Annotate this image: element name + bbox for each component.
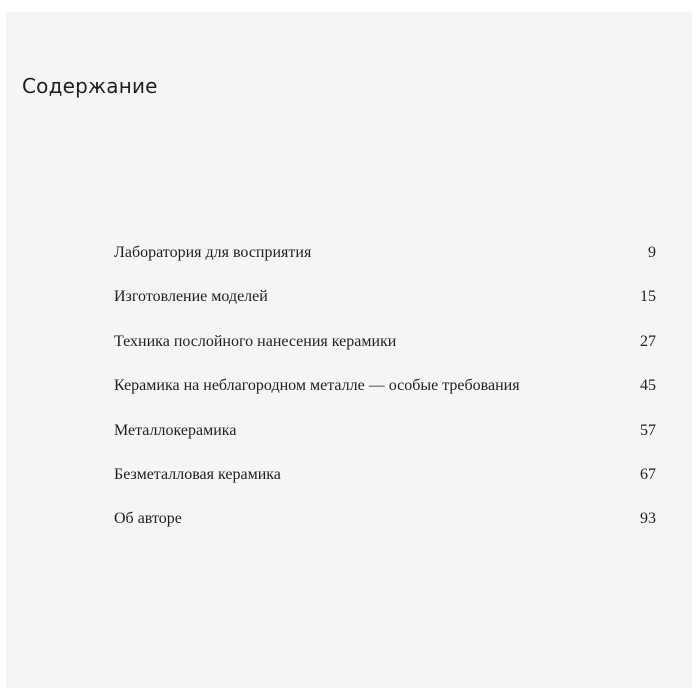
toc-entry-page-number: 45 xyxy=(640,377,656,395)
toc-entry-page-number: 15 xyxy=(640,288,656,306)
toc-entry xyxy=(114,333,656,377)
table-of-contents xyxy=(114,244,656,555)
toc-entry xyxy=(114,244,656,288)
toc-entry xyxy=(114,377,656,421)
toc-entry xyxy=(114,288,656,332)
toc-entry-title: Лаборатория для восприятия xyxy=(114,244,312,261)
toc-entry-title: Изготовление моделей xyxy=(114,288,268,306)
book-page xyxy=(6,12,692,688)
toc-entry-title: Металлокерамика xyxy=(114,421,237,439)
toc-entry-page-number: 27 xyxy=(640,332,656,350)
toc-entry-title: Безметалловая керамика xyxy=(114,465,281,483)
toc-entry-page-number: 93 xyxy=(640,510,656,528)
toc-entry-page-number: 67 xyxy=(640,465,656,483)
toc-entry-title: Техника послойного нанесения керамики xyxy=(114,332,397,350)
toc-entry xyxy=(114,510,656,554)
contents-heading: Содержание xyxy=(22,74,158,98)
toc-entry xyxy=(114,466,656,510)
toc-entry xyxy=(114,422,656,466)
toc-entry-page-number: 9 xyxy=(648,244,656,261)
toc-entry-title: Об авторе xyxy=(114,510,182,528)
toc-entry-title: Керамика на неблагородном металле — особые требования xyxy=(114,377,520,395)
toc-entry-page-number: 57 xyxy=(640,421,656,439)
